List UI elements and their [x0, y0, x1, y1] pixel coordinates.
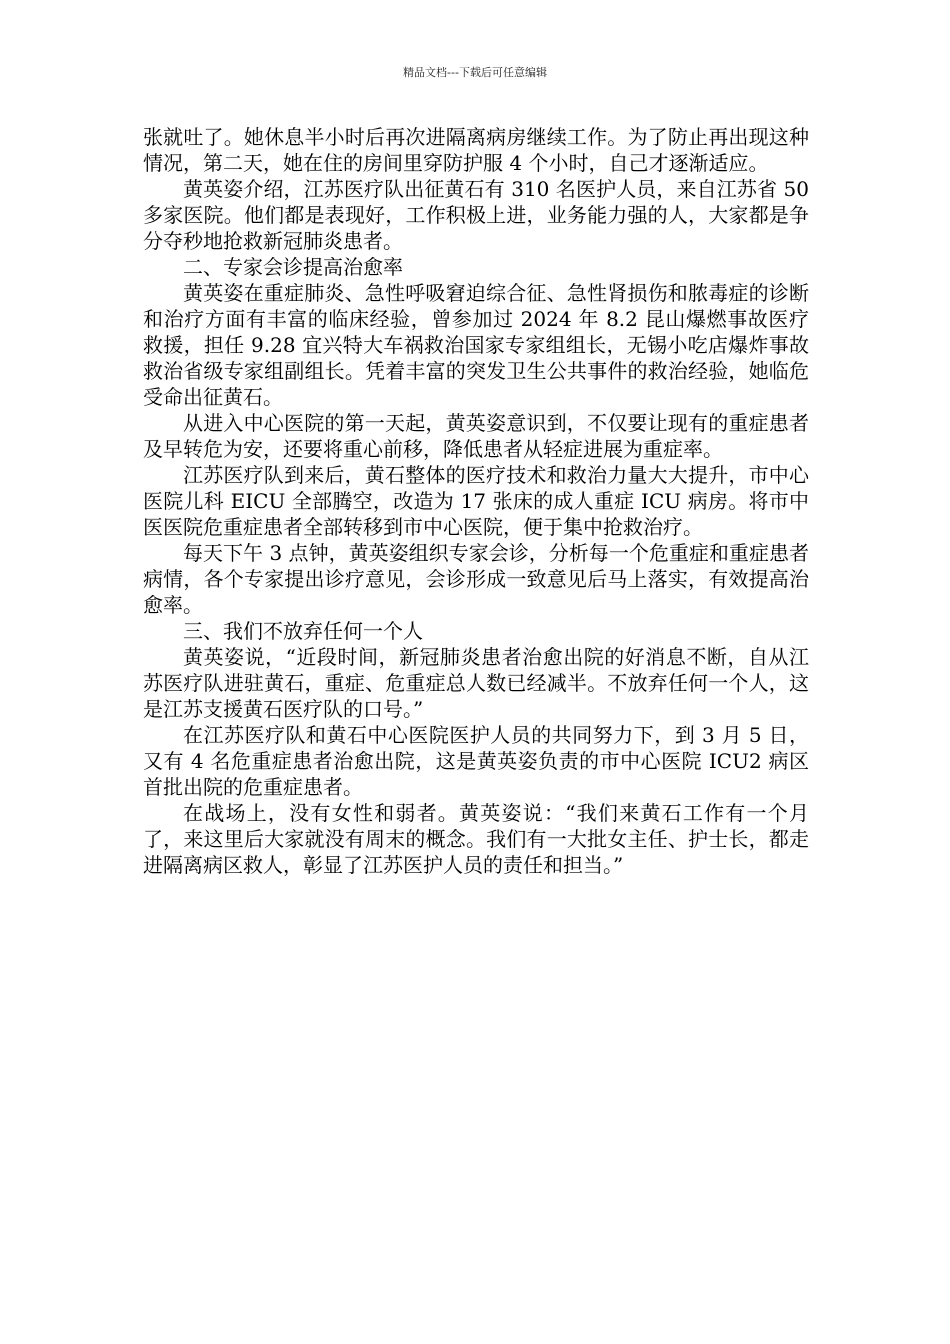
paragraph: 在战场上，没有女性和弱者。黄英姿说：“我们来黄石工作有一个月了，来这里后大家就没有周末的概念。我们有一大批女主任、护士长，都走进隔离病区救人，彰显了江苏医护人员的责任和担当。” [143, 801, 809, 877]
paragraph: 从进入中心医院的第一天起，黄英姿意识到，不仅要让现有的重症患者及早转危为安，还要将重心前移，降低患者从轻症进展为重症率。 [143, 411, 809, 461]
page-header: 精品文档---下载后可任意编辑 [403, 66, 547, 79]
paragraph: 黄英姿介绍，江苏医疗队出征黄石有 310 名医护人员，来自江苏省 50 多家医院。他们都是表现好，工作积极上进，业务能力强的人，大家都是争分夺秒地抢救新冠肺炎患者。 [143, 177, 809, 253]
section-heading: 三、我们不放弃任何一个人 [183, 619, 423, 643]
paragraph: 张就吐了。她休息半小时后再次进隔离病房继续工作。为了防止再出现这种情况，第二天，她在住的房间里穿防护服 4 个小时，自己才逐渐适应。 [143, 125, 809, 175]
paragraph: 黄英姿说，“近段时间，新冠肺炎患者治愈出院的好消息不断，自从江苏医疗队进驻黄石，重症、危重症总人数已经减半。不放弃任何一个人，这是江苏支援黄石医疗队的口号。” [143, 645, 809, 721]
paragraph: 在江苏医疗队和黄石中心医院医护人员的共同努力下，到 3 月 5 日，又有 4 名危重症患者治愈出院，这是黄英姿负责的市中心医院 ICU2 病区首批出院的危重症患者。 [143, 723, 809, 799]
paragraph: 每天下午 3 点钟，黄英姿组织专家会诊，分析每一个危重症和重症患者病情，各个专家提出诊疗意见，会诊形成一致意见后马上落实，有效提高治愈率。 [143, 541, 809, 617]
paragraph: 黄英姿在重症肺炎、急性呼吸窘迫综合征、急性肾损伤和脓毒症的诊断和治疗方面有丰富的临床经验，曾参加过 2024 年 8.2 昆山爆燃事故医疗救援，担任 9.28 宜兴特大车祸救治国家专家组组长，无锡小吃店爆炸事故救治省级专家组副组长。凭着丰富的突发卫生公共事件的救治经验，她临危受命出征黄石。 [143, 281, 809, 409]
paragraph: 江苏医疗队到来后，黄石整体的医疗技术和救治力量大大提升，市中心医院儿科 EICU 全部腾空，改造为 17 张床的成人重症 ICU 病房。将市中医医院危重症患者全部转移到市中心医院，便于集中抢救治疗。 [143, 463, 809, 539]
section-heading: 二、专家会诊提高治愈率 [183, 255, 403, 279]
document-body [143, 124, 809, 878]
